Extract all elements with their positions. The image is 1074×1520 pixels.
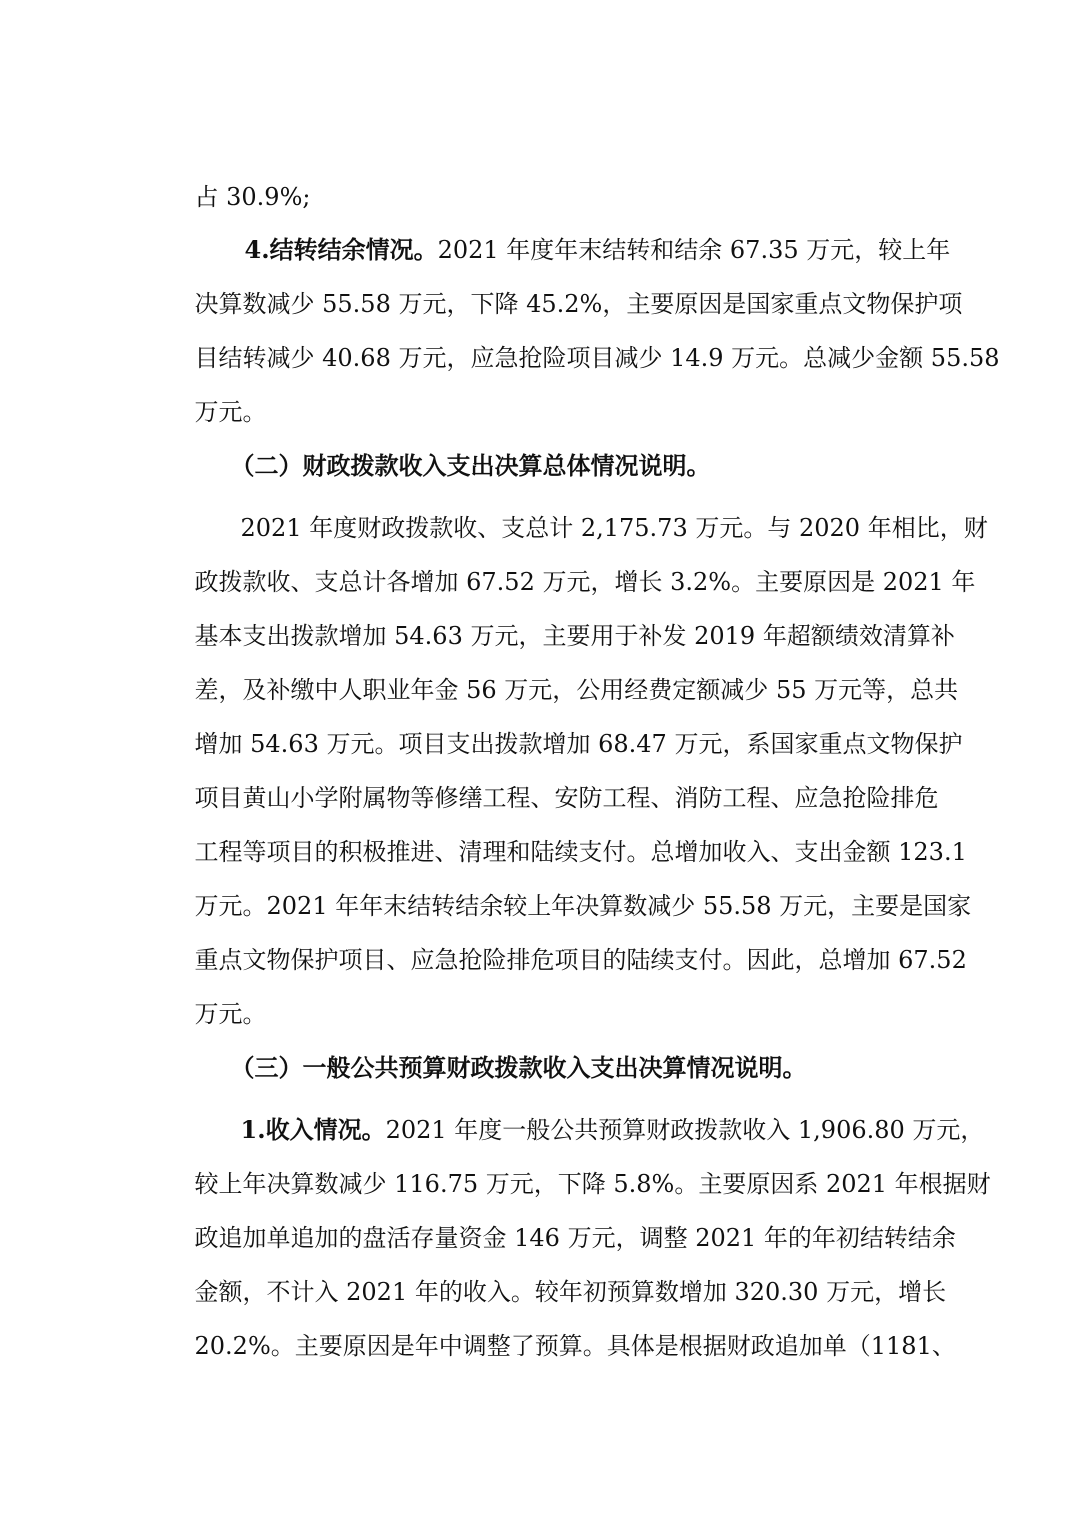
line-text: 项目黄山小学附属物等修缮工程、安防工程、消防工程、应急抢险排危 [194, 784, 939, 812]
line-text: 万元。2021 年年末结转结余较上年决算数减少 55.58 万元，主要是国家 [194, 892, 972, 920]
line-text: 目结转减少 40.68 万元，应急抢险项目减少 14.9 万元。总减少金额 55.58 [194, 344, 1000, 372]
line-text: 2021 年度财政拨款收、支总计 2,175.73 万元。与 2020 年相比，财 [240, 514, 988, 542]
line-text: 差，及补缴中人职业年金 56 万元，公用经费定额减少 55 万元等，总共 [194, 676, 959, 704]
line-text: 基本支出拨款增加 54.63 万元，主要用于补发 2019 年超额绩效清算补 [194, 622, 955, 650]
line-text: 增加 54.63 万元。项目支出拨款增加 68.47 万元，系国家重点文物保护 [194, 730, 963, 758]
line-text: 政拨款收、支总计各增加 67.52 万元，增长 3.2%。主要原因是 2021 年 [194, 568, 976, 596]
line-text: 工程等项目的积极推进、清理和陆续支付。总增加收入、支出金额 123.1 [194, 838, 967, 866]
line-text: 较上年决算数减少 116.75 万元，下降 5.8%。主要原因系 2021 年根据财 [194, 1170, 991, 1198]
line-text: 2021 年度年末结转和结余 67.35 万元，较上年 [437, 236, 951, 264]
line-text: 万元。 [194, 398, 267, 426]
line-text: 占 30.9%; [194, 183, 311, 211]
line-text: 金额，不计入 2021 年的收入。较年初预算数增加 320.30 万元，增长 [194, 1278, 947, 1306]
line-lead: 1.收入情况。 [240, 1115, 386, 1144]
line-text: 政追加单追加的盘活存量资金 146 万元，调整 2021 年的年初结转结余 [194, 1224, 956, 1252]
line-text: 万元。 [194, 1000, 267, 1028]
line-text: 决算数减少 55.58 万元，下降 45.2%，主要原因是国家重点文物保护项 [194, 290, 963, 318]
line-lead: （三）一般公共预算财政拨款收入支出决算情况说明。 [230, 1053, 807, 1082]
text-line [164, 1301, 1074, 1391]
line-lead: 4.结转结余情况。 [244, 235, 438, 264]
line-text: 20.2%。主要原因是年中调整了预算。具体是根据财政追加单（1181、 [194, 1332, 956, 1360]
line-lead: （二）财政拨款收入支出决算总体情况说明。 [230, 451, 711, 480]
line-text: 2021 年度一般公共预算财政拨款收入 1,906.80 万元， [385, 1116, 985, 1144]
line-text: 重点文物保护项目、应急抢险排危项目的陆续支付。因此，总增加 67.52 [194, 946, 967, 974]
